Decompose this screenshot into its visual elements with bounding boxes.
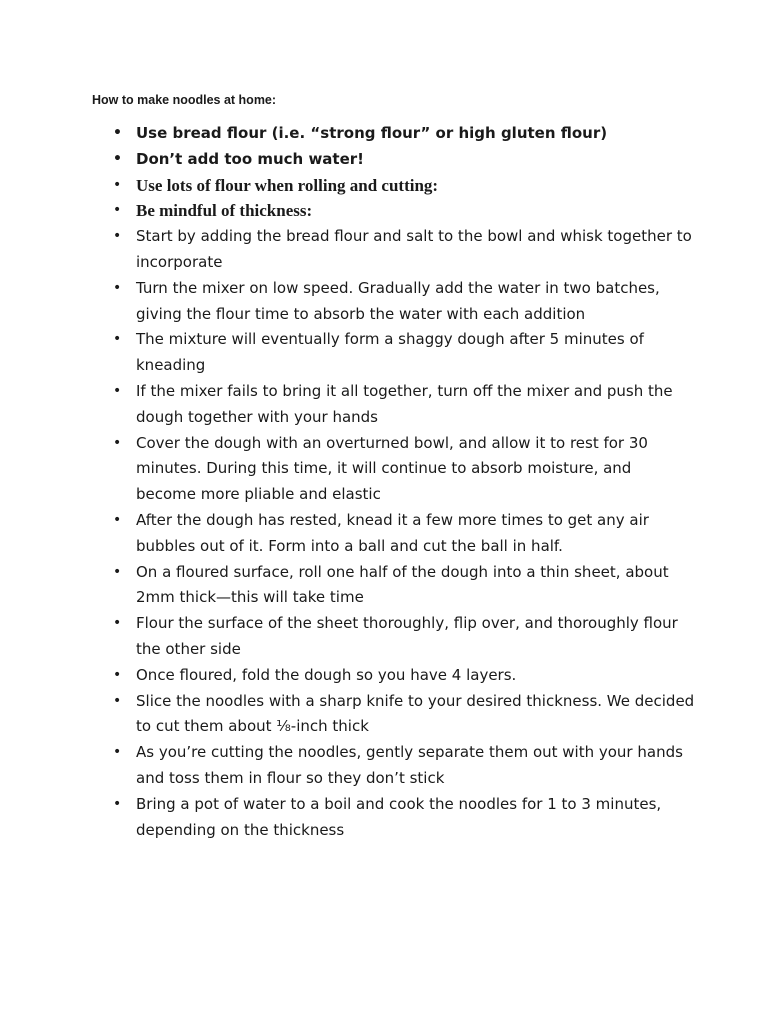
bullet-icon: • (113, 666, 122, 683)
list-item-text: Use bread flour (i.e. “strong flour” or high gluten flour) (136, 124, 608, 142)
list-item (0, 198, 696, 224)
list-item (0, 431, 696, 508)
list-item-text: If the mixer fails to bring it all together, turn off the mixer and push the dough together with your hands (136, 381, 673, 426)
bullet-icon: • (113, 150, 122, 167)
list-item-text: Bring a pot of water to a boil and cook the noodles for 1 to 3 minutes, depending on the thickness (136, 794, 662, 839)
bullet-icon: • (113, 434, 122, 451)
bullet-icon: • (113, 795, 122, 812)
list-item (0, 611, 696, 663)
list-item-text: Once floured, fold the dough so you have 4 layers. (136, 665, 517, 684)
list-item (0, 792, 696, 844)
bullet-icon: • (113, 563, 122, 580)
list-item (0, 560, 696, 612)
list-item (0, 740, 696, 792)
list-item (0, 379, 696, 431)
list-item (0, 327, 696, 379)
bullet-icon: • (113, 176, 122, 193)
list-item (0, 224, 696, 276)
list-item-text: Flour the surface of the sheet thoroughly, flip over, and thoroughly flour the other side (136, 614, 678, 658)
list-item (0, 689, 696, 741)
list-item-text: The mixture will eventually form a shaggy dough after 5 minutes of kneading (136, 330, 644, 375)
list-item-text: After the dough has rested, knead it a few more times to get any air bubbles out of it. Form into a ball and cut the ball in half. (136, 510, 649, 555)
bullet-icon: • (113, 382, 122, 399)
list-item (0, 173, 696, 199)
list-item (0, 147, 696, 173)
list-item (0, 276, 696, 328)
list-item-text: Don’t add too much water! (136, 149, 365, 168)
page-title: How to make noodles at home: (92, 93, 277, 107)
bullet-icon: • (113, 279, 122, 296)
bullet-icon: • (113, 744, 122, 761)
list-item-text: Be mindful of thickness: (136, 201, 313, 221)
list-item-text: Start by adding the bread flour and salt to the bowl and whisk together to incorporate (136, 227, 692, 271)
bullet-icon: • (113, 331, 122, 348)
bullet-icon: • (113, 228, 122, 245)
list-item-text: On a floured surface, roll one half of the dough into a thin sheet, about 2mm thick—this will take time (136, 562, 669, 607)
bullet-icon: • (113, 511, 122, 528)
list-item (0, 121, 696, 147)
list-item (0, 508, 696, 560)
list-item-text: Slice the noodles with a sharp knife to your desired thickness. We decided to cut them about ⅛-inch thick (136, 691, 695, 736)
bullet-icon: • (113, 125, 122, 141)
bullet-icon: • (113, 202, 122, 219)
bullet-icon: • (113, 692, 122, 709)
instruction-list (0, 121, 768, 843)
list-item (0, 663, 696, 689)
list-item-text: Cover the dough with an overturned bowl, and allow it to rest for 30 minutes. During this time, it will continue to absorb moisture, and become more pliable and elastic (136, 433, 648, 504)
list-item-text: Use lots of flour when rolling and cutting: (136, 175, 439, 195)
bullet-icon: • (113, 615, 122, 632)
list-item-text: Turn the mixer on low speed. Gradually add the water in two batches, giving the flour time to absorb the water with each addition (136, 278, 660, 323)
list-item-text: As you’re cutting the noodles, gently separate them out with your hands and toss them in flour so they don’t stick (136, 743, 683, 787)
